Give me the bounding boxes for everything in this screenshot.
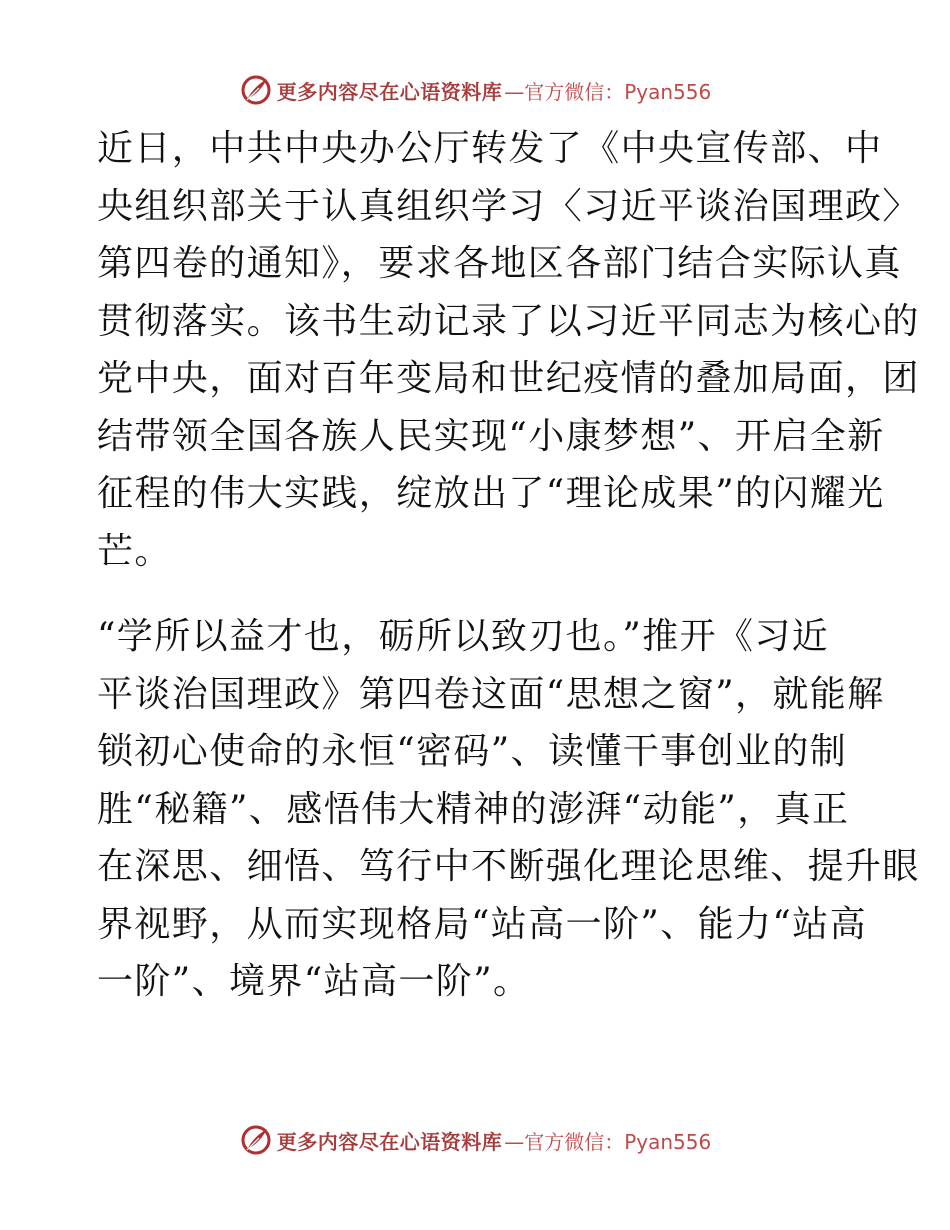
text-line: 胜“秘籍”、感悟伟大精神的澎湃“动能”，真正 [97,788,850,830]
text-line: 贯彻落实。该书生动记录了以习近平同志为核心的 [97,300,920,342]
footer-watermark [0,1120,950,1160]
watermark-sub-text: —官方微信：Pyan556 [504,1129,712,1154]
text-line: 锁初心使命的永恒“密码”、读懂干事创业的制 [97,731,848,772]
text-line: 一阶”、境界“站高一阶”。 [97,961,531,1002]
header-watermark [0,70,950,110]
feather-logo-icon [239,1123,273,1157]
text-line: 征程的伟大实践，绽放出了“理论成果”的闪耀光 [97,473,885,514]
text-line: 在深思、细悟、笃行中不断强化理论思维、提升眼 [97,846,920,887]
watermark-main-text: 更多内容尽在心语资料库 [276,79,503,104]
text-line: 央组织部关于认真组织学习〈习近平谈治国理政〉 [97,185,920,227]
text-line: 芒。 [97,530,172,572]
text-line: 第四卷的通知》，要求各地区各部门结合实际认真 [97,243,902,284]
text-line: 界视野，从而实现格局“站高一阶”、能力“站高 [97,903,868,945]
text-line: 近日，中共中央办公厅转发了《中央宣传部、中 [97,128,883,169]
text-line: 结带领全国各族人民实现“小康梦想”、开启全新 [97,415,885,457]
feather-logo-icon [239,73,273,107]
text-line: “学所以益才也，砺所以致刃也。”推开《习近 [97,616,830,657]
watermark-main-text: 更多内容尽在心语资料库 [276,1129,503,1154]
watermark-sub-text: —官方微信：Pyan556 [504,79,712,104]
paragraph-2 [97,608,920,1011]
text-line: 党中央，面对百年变局和世纪疫情的叠加局面，团 [97,358,920,399]
text-line: 平谈治国理政》第四卷这面“思想之窗”，就能解 [97,673,885,715]
paragraph-1 [97,120,920,580]
document-body [97,120,920,1011]
